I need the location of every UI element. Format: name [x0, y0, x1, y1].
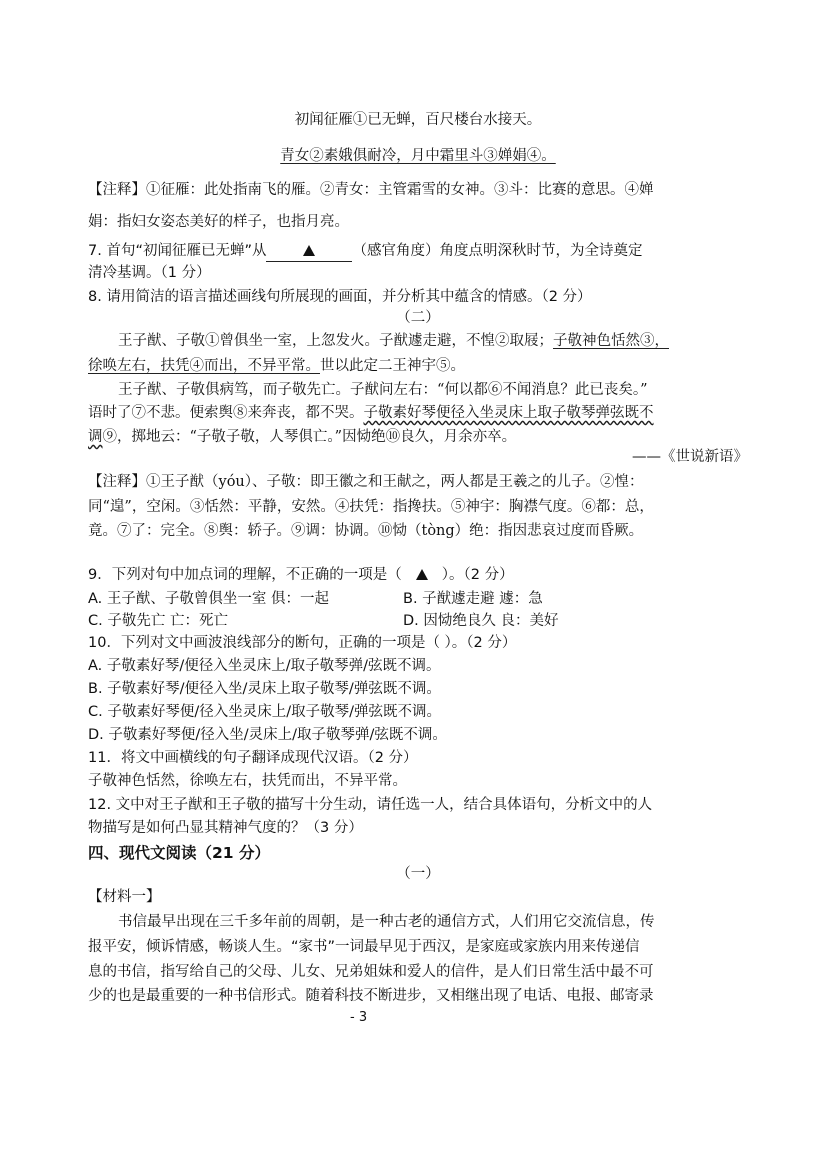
poem-line-2	[88, 146, 748, 166]
wavy-sentence-end: 调	[88, 429, 103, 445]
page-number: - 3	[350, 1010, 368, 1025]
passage-para-2-line-3	[88, 427, 748, 447]
question-9-stem: 9．下列对句中加点词的理解，不正确的一项是（	[88, 567, 402, 583]
option-a[interactable]: A. 王子猷、子敬曾俱坐一室 俱：一起	[88, 591, 329, 607]
passage-note-line-1: 【注释】①王子猷（yóu）、子敬：即王徽之和王献之，两人都是王羲之的儿子。②惶：	[88, 474, 644, 490]
section-4-sub-label: （一）	[396, 866, 440, 882]
question-7	[88, 241, 748, 262]
underlined-sentence: 子敬神色恬然③，	[553, 333, 669, 349]
material-line-3: 息的书信，指写给自己的父母、儿女、兄弟姐妹和爱人的信件，是人们日常生活中最不可	[88, 964, 654, 980]
material-line-2: 报平安，倾诉情感，畅谈人生。“家书”一词最早见于西汉，是家庭或家族内用来传递信	[88, 939, 640, 955]
question-8: 8. 请用简洁的语言描述画线句所展现的画面，并分析其中蕴含的情感。（2 分）	[88, 289, 592, 305]
question-9-stem-end: ）。（2 分）	[441, 567, 514, 583]
question-11-sentence: 子敬神色恬然，徐唤左右，扶凭而出，不异平常。	[88, 773, 407, 789]
question-7-stem: 7. 首句“初闻征雁已无蝉”从	[88, 243, 267, 259]
material-line-4: 少的也是最重要的一种书信形式。随着科技不断进步，又相继出现了电话、电报、邮寄录	[88, 988, 654, 1004]
poem-note-line-1: 【注释】①征雁：此处指南飞的雁。②青女：主管霜雪的女神。③斗：比赛的意思。④婵	[88, 182, 654, 198]
option-c[interactable]: C. 子敬先亡 亡：死亡	[88, 613, 228, 629]
passage-text: 世以此定二王神宇⑤。	[320, 358, 465, 374]
question-11: 11．将文中画横线的句子翻译成现代汉语。（2 分）	[88, 750, 418, 766]
option-d[interactable]: D. 因恸绝良久 良：美好	[403, 613, 559, 629]
question-12-line-1: 12. 文中对王子猷和王子敬的描写十分生动，请任选一人，结合具体语句，分析文中的人	[88, 797, 653, 813]
triangle-icon	[303, 245, 315, 256]
question-12-line-2: 物描写是如何凸显其精神气度的？（3 分）	[88, 820, 363, 836]
passage-para-1-cont	[88, 356, 748, 376]
poem-line-1: 初闻征雁①已无蝉，百尺楼台水接天。	[294, 112, 542, 128]
triangle-icon	[416, 569, 428, 580]
wavy-sentence: 子敬素好琴便径入坐灵床上取子敬琴弹弦既不	[363, 405, 654, 421]
passage-para-2-line-2	[88, 403, 748, 423]
question-9-options-row-2	[88, 611, 748, 631]
poem-note-line-2: 娟：指妇女姿态美好的样子，也指月亮。	[88, 214, 349, 230]
option-b[interactable]: B. 子猷遽走避 遽：急	[403, 591, 543, 607]
passage-note-line-2: 同“遑”，空闲。③恬然：平静，安然。④扶凭：指搀扶。⑤神宇：胸襟气度。⑥都：总，	[88, 499, 654, 515]
question-9-options-row-1	[88, 589, 748, 609]
question-10: 10．下列对文中画波浪线部分的断句，正确的一项是（ ）。（2 分）	[88, 635, 517, 651]
passage-source: ——《世说新语》	[632, 449, 748, 465]
question-10-option-a[interactable]: A. 子敬素好琴/便径入坐灵床上/取子敬琴弹/弦既不调。	[88, 658, 441, 674]
section-2-label: （二）	[396, 310, 440, 326]
question-10-option-c[interactable]: C. 子敬素好琴便/径入坐灵床上/取子敬琴/弹弦既不调。	[88, 704, 441, 720]
passage-text: ⑨，掷地云：“子敬子敬，人琴俱亡。”因恸绝⑩良久，月余亦卒。	[102, 429, 517, 445]
passage-para-2: 王子猷、子敬俱病笃，而子敬先亡。子猷问左右：“何以都⑥不闻消息？此已丧矣。”	[118, 382, 648, 398]
underlined-sentence-cont: 徐唤左右，扶凭④而出，不异平常。	[88, 358, 320, 374]
question-10-option-d[interactable]: D. 子敬素好琴便/径入坐/灵床上/取子敬琴弹/弦既不调。	[88, 727, 447, 743]
question-7-stem-cont: （感官角度）角度点明深秋时节，为全诗奠定	[352, 243, 643, 259]
poem-line-2-text: 青女②素娥俱耐冷，月中霜里斗③婵娟④。	[280, 148, 556, 164]
material-line-1: 书信最早出现在三千多年前的周朝，是一种古老的通信方式，人们用它交流信息，传	[118, 914, 655, 930]
question-7-line-2: 清冷基调。（1 分）	[88, 265, 211, 281]
passage-text: 王子猷、子敬①曾俱坐一室，上忽发火。子猷遽走避，不惶②取屐；	[118, 333, 553, 349]
passage-text: 语时了⑦不悲。便索舆⑧来奔丧，都不哭。	[88, 405, 364, 421]
question-10-option-b[interactable]: B. 子敬素好琴/便径入坐/灵床上取子敬琴/弹弦既不调。	[88, 681, 441, 697]
section-4-heading: 四、现代文阅读（21 分）	[88, 844, 270, 862]
answer-blank[interactable]	[266, 241, 352, 262]
question-9	[88, 565, 748, 585]
material-1-label: 【材料一】	[88, 889, 161, 905]
passage-para-1	[118, 331, 748, 351]
passage-note-line-3: 竟。⑦了：完全。⑧舆：轿子。⑨调：协调。⑩恸（tòng）绝：指因悲哀过度而昏厥。	[88, 523, 644, 539]
